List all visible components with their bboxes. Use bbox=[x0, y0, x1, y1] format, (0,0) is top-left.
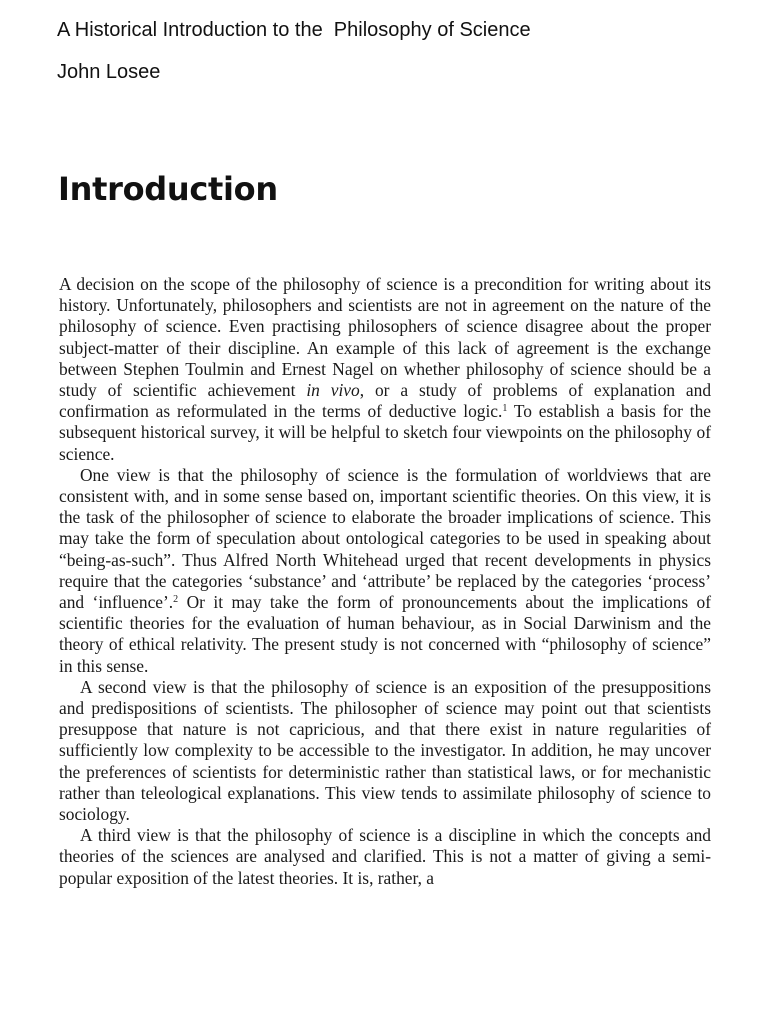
text-run: One view is that the philosophy of science is the formulation of worldviews that are consistent with, and in some sense based on, important scientific theories. On this view, it is the task of the philosopher of science to elaborate the broader implications of science. This may take the form of speculation about ontological categories to be used in speaking about “being-as-such”. Thus Alfred North Whitehead urged that recent developments in physics require that the categories ‘substance’ and ‘attribute’ be replaced by the categories ‘process’ and ‘influence’. bbox=[59, 464, 711, 613]
italic-text: in vivo bbox=[306, 380, 360, 401]
book-title: A Historical Introduction to the Philosophy of Science bbox=[57, 19, 531, 41]
paragraph bbox=[59, 825, 711, 889]
text-run: A third view is that the philosophy of science is a discipline in which the concepts and theories of the sciences are analysed and clarified. This is not a matter of giving a semi-popular exposition of the latest theories. It is, rather, a bbox=[59, 825, 711, 888]
footnote-ref: 1 bbox=[502, 403, 508, 415]
chapter-heading: Introduction bbox=[58, 170, 278, 208]
paragraph bbox=[59, 465, 711, 677]
text-run: Or it may take the form of pronouncements about the implications of scientific theories for the evaluation of human behaviour, as in Social Darwinism and the theory of ethical relativity. The present study is not concerned with “philosophy of science” in this sense. bbox=[59, 592, 711, 676]
body-text bbox=[59, 274, 711, 889]
paragraph bbox=[59, 274, 711, 465]
text-run: A decision on the scope of the philosophy of science is a precondition for writing about its history. Unfortunately, philosophers and scientists are not in agreement on the nature of the philosophy of science. Even practising philosophers of science disagree about the proper subject-matter of their discipline. An example of this lack of agreement is the exchange between Stephen Toulmin and Ernest Nagel on whether philosophy of science should be a study of scientific achievement bbox=[59, 274, 711, 401]
footnote-ref: 2 bbox=[173, 594, 179, 606]
paragraph bbox=[59, 677, 711, 825]
text-run: , or a study of problems of explanation and confirmation as reformulated in the terms of deductive logic. bbox=[59, 380, 712, 422]
text-run: A second view is that the philosophy of science is an exposition of the presuppositions and predispositions of scientists. The philosopher of science may point out that scientists presuppose that nature is not capricious, and that there exist in nature regularities of sufficiently low complexity to be accessible to the investigator. In addition, he may uncover the preferences of scientists for deterministic rather than statistical laws, or for mechanistic rather than teleological explanations. This view tends to assimilate philosophy of science to sociology. bbox=[59, 676, 711, 825]
text-run: To establish a basis for the subsequent historical survey, it will be helpful to sketch four viewpoints on the philosophy of science. bbox=[59, 401, 711, 464]
book-author: John Losee bbox=[57, 61, 161, 83]
